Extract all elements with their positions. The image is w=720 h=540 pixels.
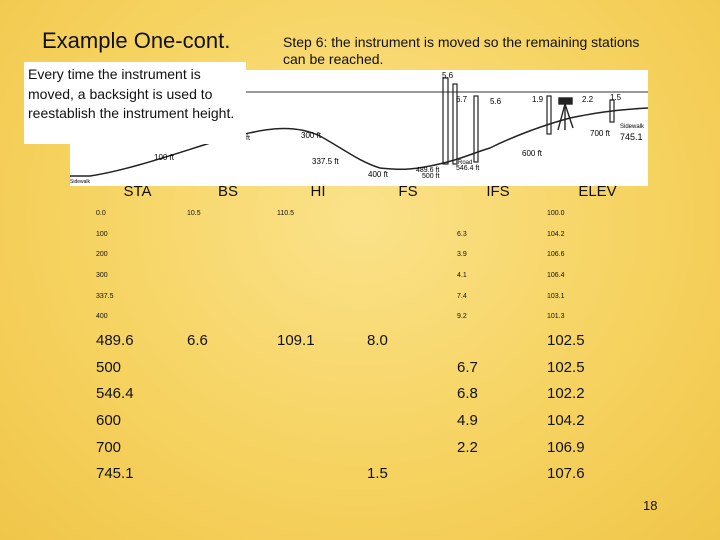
label-ft-left: ft (246, 135, 250, 142)
label-rod-5-6: 5.6 (442, 71, 454, 80)
cell-fs (363, 407, 453, 434)
cell-hi (273, 434, 363, 461)
cell-bs (183, 224, 273, 245)
label-station-100: 100 ft (154, 153, 175, 162)
cell-hi (273, 286, 363, 307)
cell-hi (273, 354, 363, 381)
label-rod-1-9: 1.9 (532, 95, 544, 104)
cell-sta: 745.1 (96, 465, 134, 483)
slide-title: Example One-cont. (42, 28, 231, 53)
header-ifs: IFS (486, 182, 510, 200)
cell-fs (363, 434, 453, 461)
cell-fs: 8.0 (367, 331, 388, 349)
label-rod-5-6b: 5.6 (490, 97, 502, 106)
label-rod-2-2: 2.2 (582, 95, 594, 104)
step-description: Step 6: the instrument is moved so the remaining stations can be reached. (283, 34, 640, 67)
cell-elev: 102.2 (547, 385, 585, 403)
cell-elev: 101.3 (547, 313, 565, 321)
cell-hi (273, 407, 363, 434)
cell-bs (183, 461, 273, 488)
cell-ifs (453, 327, 543, 354)
cell-bs (183, 286, 273, 307)
cell-elev: 103.1 (547, 292, 565, 300)
cell-hi (273, 381, 363, 408)
cell-hi (273, 265, 363, 286)
cell-ifs: 2.2 (457, 438, 478, 456)
cell-fs (363, 354, 453, 381)
cell-elev: 106.6 (547, 251, 565, 259)
cell-fs: 1.5 (367, 465, 388, 483)
table-row (92, 286, 652, 307)
cell-hi: 110.5 (277, 209, 294, 217)
table-row (92, 327, 652, 354)
cell-elev: 104.2 (547, 230, 565, 238)
cell-fs (363, 203, 453, 224)
cell-bs (183, 434, 273, 461)
label-elev-745: 745.1 (620, 132, 643, 142)
table-header-row (92, 179, 652, 203)
label-station-489: 489.6 ft (416, 167, 440, 174)
rod-1 (443, 78, 448, 164)
label-road: Road (458, 160, 473, 166)
cell-sta: 200 (96, 251, 108, 259)
cell-bs (183, 265, 273, 286)
level-notes-table (92, 179, 652, 487)
cell-hi: 109.1 (277, 331, 315, 349)
cell-fs (363, 224, 453, 245)
cell-hi (273, 244, 363, 265)
label-station-400: 400 ft (368, 170, 389, 179)
cell-sta: 337.5 (96, 292, 114, 300)
header-hi: HI (310, 182, 326, 200)
table-row (92, 244, 652, 265)
cell-bs: 10.5 (187, 209, 201, 217)
cell-elev: 106.4 (547, 271, 565, 279)
label-station-546: 546.4 ft (456, 165, 480, 172)
cell-bs (183, 407, 273, 434)
table-row (92, 306, 652, 327)
label-station-500: 500 ft (422, 173, 440, 180)
cell-ifs: 6.3 (457, 230, 467, 238)
cell-sta: 500 (96, 358, 122, 376)
header-elev: ELEV (578, 182, 617, 200)
header-bs: BS (217, 182, 238, 200)
label-station-600: 600 ft (522, 149, 543, 158)
cell-sta: 600 (96, 412, 122, 430)
cell-ifs: 4.9 (457, 412, 478, 430)
label-station-300: 300 ft (301, 131, 322, 140)
rod-4 (547, 96, 551, 134)
cell-elev: 102.5 (547, 331, 585, 349)
cell-bs (183, 244, 273, 265)
header-fs: FS (398, 182, 418, 200)
label-sidewalk-right: Sidewalk (620, 124, 645, 130)
cell-ifs (453, 203, 543, 224)
cell-ifs: 6.7 (457, 358, 478, 376)
table-row (92, 265, 652, 286)
cell-fs (363, 306, 453, 327)
cell-fs (363, 286, 453, 307)
cell-bs (183, 381, 273, 408)
cell-hi (273, 306, 363, 327)
table-row (92, 203, 652, 224)
cell-elev: 107.6 (547, 465, 585, 483)
cell-sta: 400 (96, 313, 108, 321)
cell-ifs: 9.2 (457, 313, 467, 321)
label-sidewalk-left: Sidewalk (70, 179, 91, 185)
label-rod-1-5: 1.5 (610, 93, 622, 102)
cell-elev: 100.0 (547, 209, 565, 217)
table-row (92, 224, 652, 245)
cell-ifs: 4.1 (457, 271, 467, 279)
cell-bs (183, 306, 273, 327)
cell-sta: 100 (96, 230, 108, 238)
cell-fs (363, 265, 453, 286)
cell-bs (183, 354, 273, 381)
table-row (92, 354, 652, 381)
label-station-700: 700 ft (590, 129, 611, 138)
cell-hi (273, 461, 363, 488)
cell-elev: 102.5 (547, 358, 585, 376)
label-station-337: 337.5 ft (312, 157, 339, 166)
table-row (92, 434, 652, 461)
cell-elev: 106.9 (547, 438, 585, 456)
cell-ifs: 7.4 (457, 292, 467, 300)
cell-fs (363, 244, 453, 265)
cell-sta: 546.4 (96, 385, 134, 403)
cell-sta: 489.6 (96, 331, 134, 349)
cell-sta: 700 (96, 438, 122, 456)
instrument-tripod (558, 98, 573, 130)
table-row (92, 381, 652, 408)
cell-fs (363, 381, 453, 408)
backsight-callout: Every time the instrument is moved, a backsight is used to reestablish the instrument height. (24, 62, 246, 144)
table-row (92, 407, 652, 434)
cell-sta: 0.0 (96, 209, 106, 217)
cell-ifs (453, 461, 543, 488)
table-row (92, 461, 652, 488)
cell-ifs: 3.9 (457, 251, 467, 259)
header-sta: STA (123, 182, 152, 200)
cell-sta: 300 (96, 271, 108, 279)
cell-bs: 6.6 (187, 331, 208, 349)
cell-hi (273, 224, 363, 245)
page-number: 18 (643, 498, 658, 513)
cell-elev: 104.2 (547, 412, 585, 430)
label-rod-6-7: 6.7 (456, 95, 468, 104)
cell-ifs: 6.8 (457, 385, 478, 403)
